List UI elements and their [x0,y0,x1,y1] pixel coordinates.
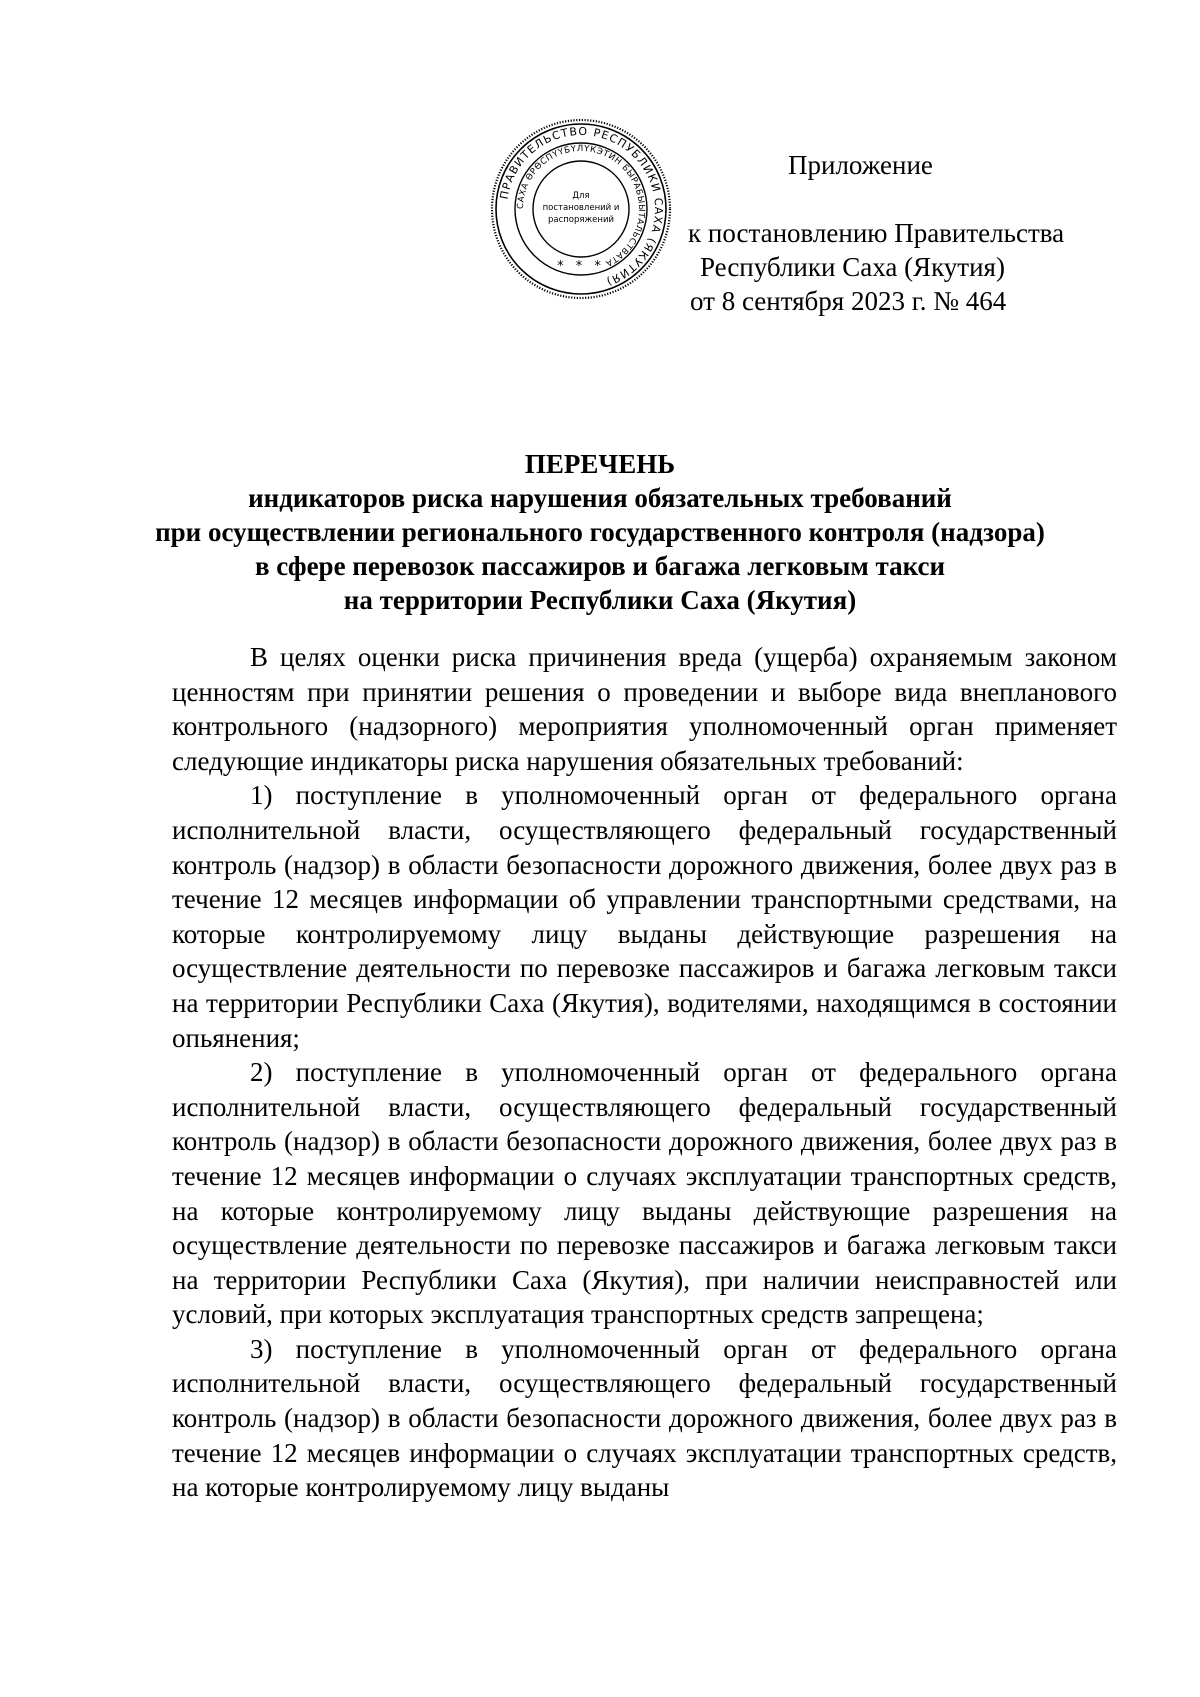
appendix-title: Приложение [788,150,933,180]
document-heading: ПЕРЕЧЕНЬ [524,449,676,479]
list-item-1: 1) поступление в уполномоченный орган от федерального органа исполнительной власти, осуществляющего федеральный государственный контроль (надзор) в области безопасности дорожного движения, более двух раз в течение 12 месяцев информации об управлении транспортными средствами, на которые контролируемому лицу выданы действующие разрешения на осуществление деятельности по перевозке пассажиров и багажа легковым такси на территории Республики Саха (Якутия), водителями, находящимся в состоянии опьянения; [172,780,1117,1053]
document-title-line: в сфере перевозок пассажиров и багажа легковым такси [254,551,946,581]
list-item-3: 3) поступление в уполномоченный орган от федерального органа исполнительной власти, осуществляющего федеральный государственный контроль (надзор) в области безопасности дорожного движения, более двух раз в течение 12 месяцев информации о случаях эксплуатации транспортных средств, на которые контролируемому лицу выданы [172,1333,1117,1503]
document-title-line: на территории Республики Саха (Якутия) [343,585,857,615]
svg-text:САХА ӨРӨСПҮҮБҮЛҮКЭТИН БЫРАБЫЫТ: САХА ӨРӨСПҮҮБҮЛҮКЭТИН БЫРАБЫЫТАЛЬСТВАТА [515,143,647,269]
svg-text:постановлений и: постановлений и [542,203,620,213]
svg-text:* * *: * * * [557,259,605,274]
document-body [172,640,1117,1505]
appendix-date-number-line: от 8 сентября 2023 г. № 464 [690,286,1007,316]
svg-text:ПРАВИТЕЛЬСТВО РЕСПУБЛИКИ САХА: ПРАВИТЕЛЬСТВО РЕСПУБЛИКИ САХА (ЯКУТИЯ) [497,124,666,289]
svg-text:распоряжений: распоряжений [547,215,615,225]
appendix-republic-line: Республики Саха (Якутия) [700,252,1005,282]
list-item-2: 2) поступление в уполномоченный орган от федерального органа исполнительной власти, осуществляющего федеральный государственный контроль (надзор) в области безопасности дорожного движения, более двух раз в течение 12 месяцев информации о случаях эксплуатации транспортных средств, на которые контролируемому лицу выданы действующие разрешения на осуществление деятельности по перевозке пассажиров и багажа легковым такси на территории Республики Саха (Якутия), при наличии неисправностей или условий, при которых эксплуатация транспортных средств запрещена; [172,1057,1117,1330]
svg-text:Для: Для [572,191,590,201]
document-title-line: при осуществлении регионального государственного контроля (надзора) [155,517,1045,547]
appendix-resolution-line: к постановлению Правительства [688,218,1065,248]
intro-paragraph: В целях оценки риска причинения вреда (ущерба) охраняемым законом ценностям при принятии решения о проведении и выборе вида внепланового контрольного (надзорного) мероприятия уполномоченный орган применяет следующие индикаторы риска нарушения обязательных требований: [172,642,1117,776]
official-seal-stamp [490,118,672,300]
document-title-line: индикаторов риска нарушения обязательных требований [248,483,952,513]
document-title-block [0,447,1200,617]
